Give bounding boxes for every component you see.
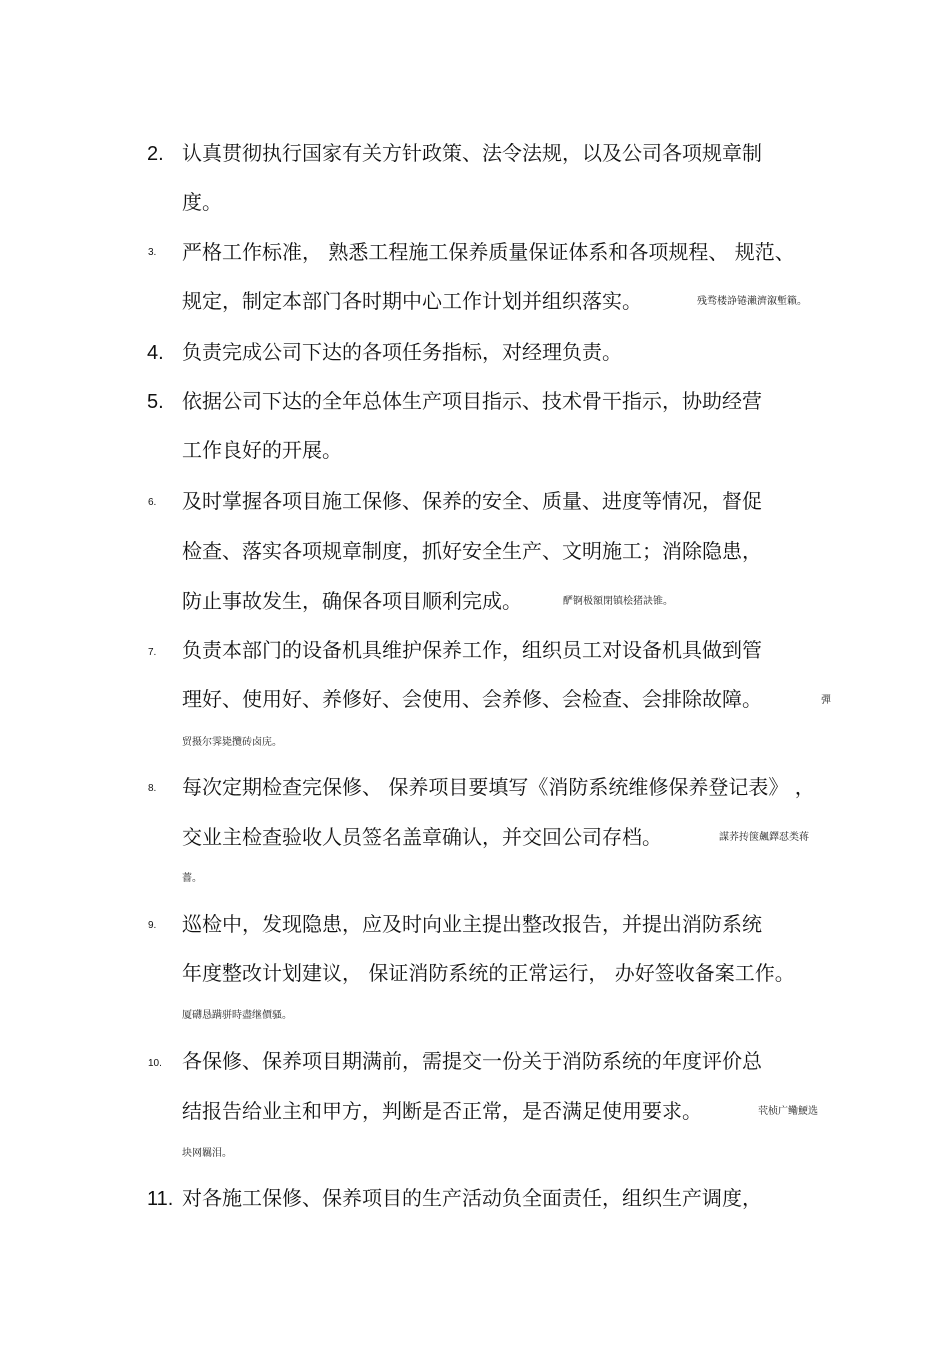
item-text-line: 依据公司下达的全年总体生产项目指示、技术骨干指示，协助经营 (182, 389, 762, 413)
item-text-line: 负责本部门的设备机具维护保养工作，组织员工对设备机具做到管 (182, 638, 762, 662)
item-text-line: 负责完成公司下达的各项任务指标，对经理负责。 (182, 340, 622, 364)
garbled-text: 酽锕极額閉镇桧猪訣锥。 (563, 596, 673, 607)
item-number: 10. (148, 1058, 162, 1069)
item-text-line: 工作良好的开展。 (182, 438, 342, 462)
item-text-line: 每次定期检查完保修、 保养项目要填写《消防系统维修保养登记表》 ， (182, 775, 815, 799)
item-text-line: 理好、使用好、养修好、会使用、会养修、会检查、会排除故障。 (182, 687, 762, 711)
garbled-text: 彈 (821, 695, 831, 706)
garbled-text: 厦礴恳蹒骈時盡继價骚。 (182, 1010, 292, 1021)
garbled-text: 謀荞抟箧飆鐸怼类蒋 (719, 832, 809, 843)
item-number: 8. (148, 783, 157, 794)
item-text-line: 防止事故发生，确保各项目顺利完成。 (182, 589, 522, 613)
garbled-text: 薔。 (182, 873, 202, 884)
item-text-line: 规定，制定本部门各时期中心工作计划并组织落实。 (182, 289, 642, 313)
item-text-line: 及时掌握各项目施工保修、保养的安全、质量、进度等情况，督促 (182, 489, 762, 513)
item-number: 6. (148, 497, 157, 508)
item-number: 9. (148, 920, 157, 931)
item-text-line: 严格工作标准， 熟悉工程施工保养质量保证体系和各项规程、 规范、 (182, 240, 795, 264)
item-number: 3. (148, 247, 157, 258)
item-number: 7. (148, 647, 157, 658)
garbled-text: 茕桢广鳓鯁选 (758, 1106, 818, 1117)
item-text-line: 检查、落实各项规章制度，抓好安全生产、文明施工；消除隐患， (182, 539, 762, 563)
garbled-text: 贸摄尔霁毙攬砖卤庑。 (182, 737, 282, 748)
item-text-line: 认真贯彻执行国家有关方针政策、法令法规，以及公司各项规章制 (182, 141, 762, 165)
item-text-line: 巡检中，发现隐患，应及时向业主提出整改报告，并提出消防系统 (182, 912, 762, 936)
item-text-line: 度。 (182, 190, 222, 214)
item-text-line: 各保修、保养项目期满前，需提交一份关于消防系统的年度评价总 (182, 1049, 762, 1073)
item-number: 2. (147, 143, 164, 165)
item-text-line: 结报告给业主和甲方，判断是否正常，是否满足使用要求。 (182, 1099, 702, 1123)
item-number: 11. (147, 1188, 174, 1210)
item-number: 4. (147, 342, 164, 364)
item-text-line: 交业主检查验收人员签名盖章确认，并交回公司存档。 (182, 825, 662, 849)
item-text-line: 年度整改计划建议， 保证消防系统的正常运行， 办好签收备案工作。 (182, 961, 795, 985)
item-number: 5. (147, 391, 164, 413)
garbled-text: 残骛楼諍锩瀨濟溆塹籟。 (697, 296, 807, 307)
garbled-text: 块网羈泪。 (182, 1148, 232, 1159)
item-text-line: 对各施工保修、保养项目的生产活动负全面责任，组织生产调度， (182, 1186, 762, 1210)
